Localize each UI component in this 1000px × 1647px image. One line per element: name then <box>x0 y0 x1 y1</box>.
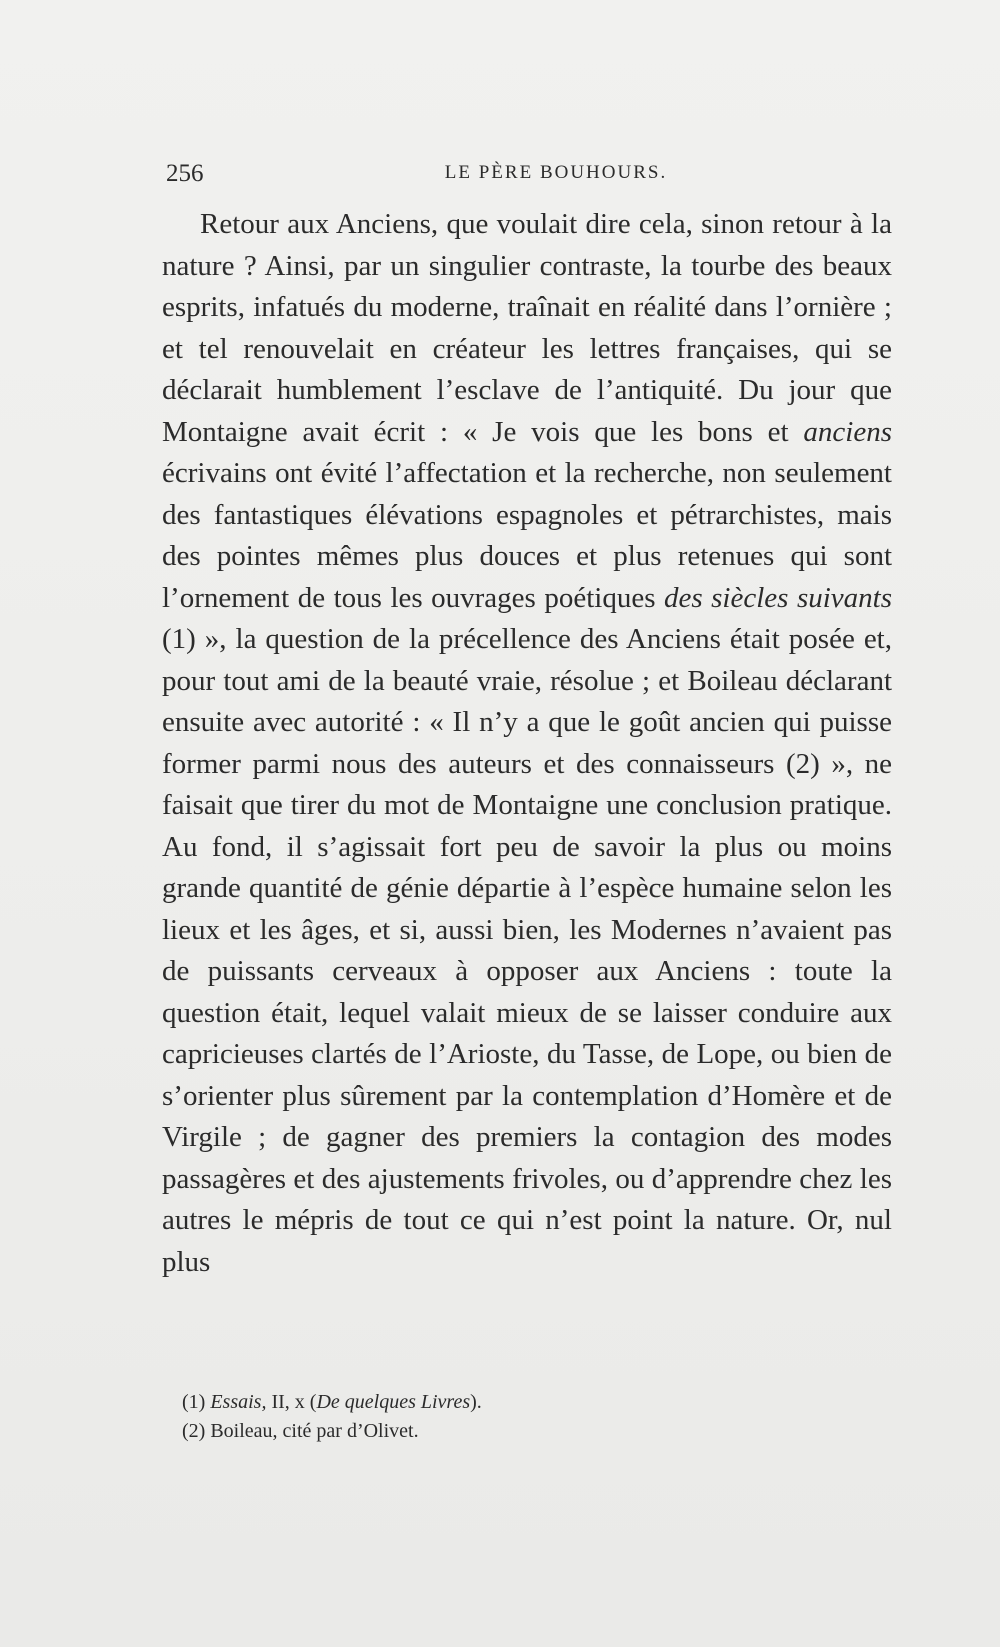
footnote-1 <box>182 1388 882 1417</box>
text-segment: (1) », la question de la précellence des Anciens était posée et, pour tout ami de la beauté vraie, résolue ; et Boileau déclarant ensuite avec autorité : « Il n’y a que le goût ancien qui puisse former parmi nous des auteurs et des connaisseurs (2) », ne faisait que tirer du mot de Montaigne une conclusion pratique. Au fond, il s’agissait fort peu de savoir la plus ou moins grande quantité de génie départie à l’espèce humaine selon les lieux et les âges, et si, aussi bien, les Modernes n’avaient pas de puissants cerveaux à opposer aux Anciens : toute la question était, lequel valait mieux de se laisser conduire aux capricieuses clartés de l’Arioste, du Tasse, de Lope, ou bien de s’orienter plus sûrement par la contemplation d’Homère et de Virgile ; de gagner des premiers la contagion des modes passagères et des ajustements frivoles, ou d’apprendre chez les autres le mépris de tout ce qui n’est point la nature. Or, nul plus <box>162 623 892 1278</box>
footnotes <box>182 1388 882 1446</box>
footnote-title: Essais, <box>210 1391 267 1413</box>
italic-segment: des siècles suivants <box>663 581 892 614</box>
page-number: 256 <box>166 160 204 187</box>
footnote-marker: (1) <box>182 1391 211 1413</box>
body-text <box>162 204 892 1283</box>
page-header <box>166 160 886 196</box>
main-paragraph <box>162 204 892 1283</box>
italic-segment: anciens <box>803 415 892 448</box>
footnote-2 <box>182 1417 882 1446</box>
footnote-text: Boileau, cité par d’Olivet. <box>210 1420 419 1442</box>
footnote-title: De quelques Livres <box>316 1391 471 1413</box>
footnote-marker: (2) <box>182 1420 211 1442</box>
text-segment: Retour aux Anciens, que voulait dire cela, sinon retour à la nature ? Ainsi, par un singulier contraste, la tourbe des beaux esprits, infatués du moderne, traînait en réalité dans l’ornière ; et tel renouvelait en créateur les lettres françaises, qui se déclarait humblement l’esclave de l’antiquité. Du jour que Montaigne avait écrit : « Je vois que les bons et <box>162 208 892 448</box>
footnote-text: II, x ( <box>266 1391 317 1413</box>
text-segment: écrivains ont évité l’affectation et la recherche, non seulement des fantastiques élévations espagnoles et pétrarchistes, mais des pointes mêmes plus douces et plus retenues qui sont l’ornement de tous les ouvrages poétiques <box>162 457 892 614</box>
running-head: LE PÈRE BOUHOURS. <box>444 162 668 183</box>
footnote-text: ). <box>470 1391 482 1413</box>
